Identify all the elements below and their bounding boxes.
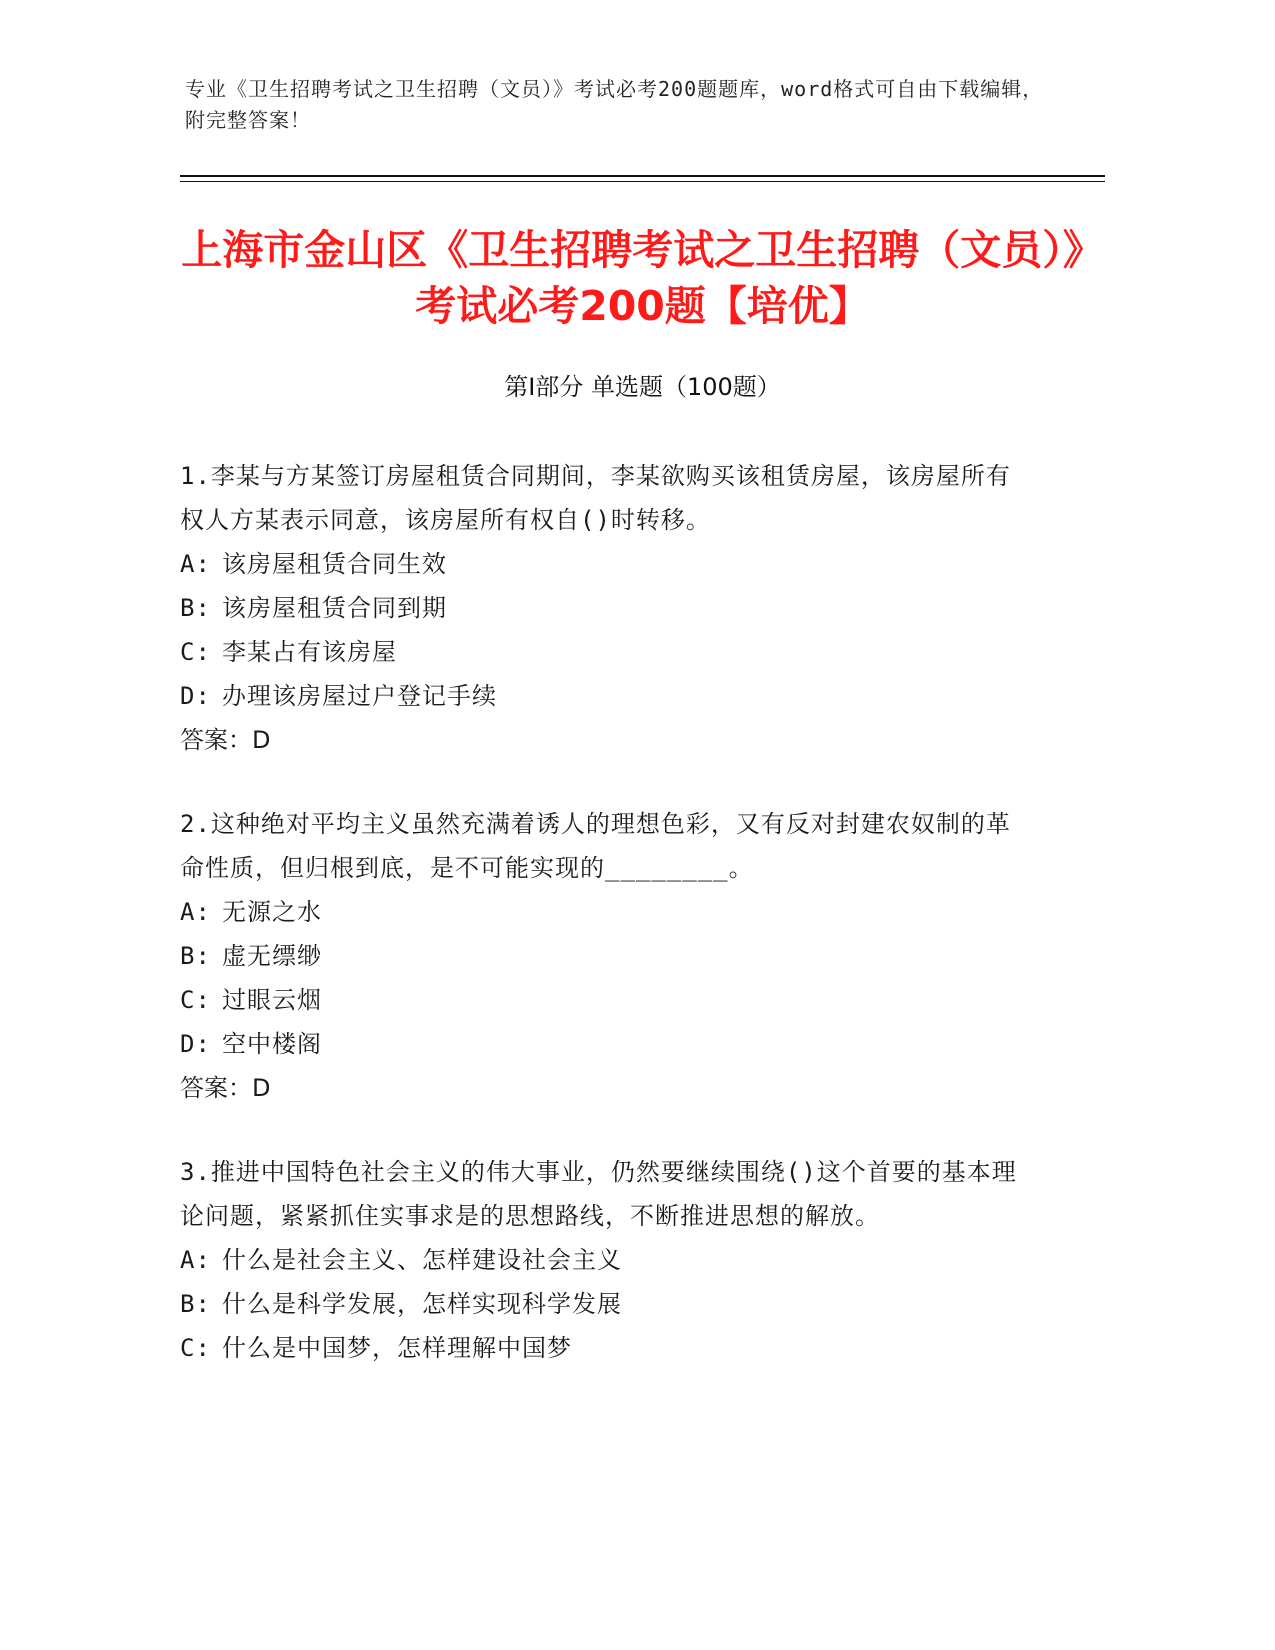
option-key: B: — [180, 1290, 211, 1318]
header-rule-thin — [180, 181, 1105, 182]
option-text: 李某占有该房屋 — [222, 638, 397, 666]
header-note: 专业《卫生招聘考试之卫生招聘（文员）》考试必考200题题库，word格式可自由下载编辑，附完整答案！ — [185, 77, 1044, 132]
option-text: 办理该房屋过户登记手续 — [222, 682, 497, 710]
option-key: A: — [180, 898, 211, 926]
option-text: 无源之水 — [222, 898, 322, 926]
question-stem: 2.这种绝对平均主义虽然充满着诱人的理想色彩，又有反对封建农奴制的革命性质，但归根到底，是不可能实现的________。 — [180, 810, 1011, 882]
option-text: 该房屋租赁合同生效 — [222, 550, 447, 578]
option-a — [180, 542, 1020, 586]
question-1 — [180, 454, 1020, 762]
option-c — [180, 978, 1020, 1022]
option-text: 什么是中国梦，怎样理解中国梦 — [222, 1334, 572, 1362]
option-text: 虚无缥缈 — [222, 942, 322, 970]
question-3 — [180, 1150, 1020, 1370]
option-d — [180, 1022, 1020, 1066]
option-text: 什么是科学发展，怎样实现科学发展 — [222, 1290, 622, 1318]
option-d — [180, 674, 1020, 718]
option-text: 什么是社会主义、怎样建设社会主义 — [222, 1246, 622, 1274]
question-2 — [180, 802, 1020, 1110]
option-key: C: — [180, 1334, 211, 1362]
option-key: D: — [180, 682, 211, 710]
option-a — [180, 890, 1020, 934]
option-text: 该房屋租赁合同到期 — [222, 594, 447, 622]
option-c — [180, 1326, 1020, 1370]
option-b — [180, 1282, 1020, 1326]
question-stem: 1.李某与方某签订房屋租赁合同期间，李某欲购买该租赁房屋，该房屋所有权人方某表示同意，该房屋所有权自()时转移。 — [180, 462, 1011, 534]
option-key: C: — [180, 986, 211, 1014]
option-key: C: — [180, 638, 211, 666]
document-title: 上海市金山区《卫生招聘考试之卫生招聘（文员）》考试必考200题【培优】 — [181, 226, 1104, 330]
option-key: A: — [180, 550, 211, 578]
answer: 答案：D — [180, 1074, 271, 1102]
question-stem: 3.推进中国特色社会主义的伟大事业，仍然要继续围绕()这个首要的基本理论问题，紧紧抓住实事求是的思想路线，不断推进思想的解放。 — [180, 1158, 1017, 1230]
option-b — [180, 586, 1020, 630]
option-key: A: — [180, 1246, 211, 1274]
header-rule-thick — [180, 175, 1105, 177]
option-key: B: — [180, 942, 211, 970]
option-text: 过眼云烟 — [222, 986, 322, 1014]
option-b — [180, 934, 1020, 978]
section-heading: 第I部分 单选题（100题） — [504, 373, 781, 401]
answer: 答案：D — [180, 726, 271, 754]
option-key: B: — [180, 594, 211, 622]
option-text: 空中楼阁 — [222, 1030, 322, 1058]
option-a — [180, 1238, 1020, 1282]
option-key: D: — [180, 1030, 211, 1058]
option-c — [180, 630, 1020, 674]
